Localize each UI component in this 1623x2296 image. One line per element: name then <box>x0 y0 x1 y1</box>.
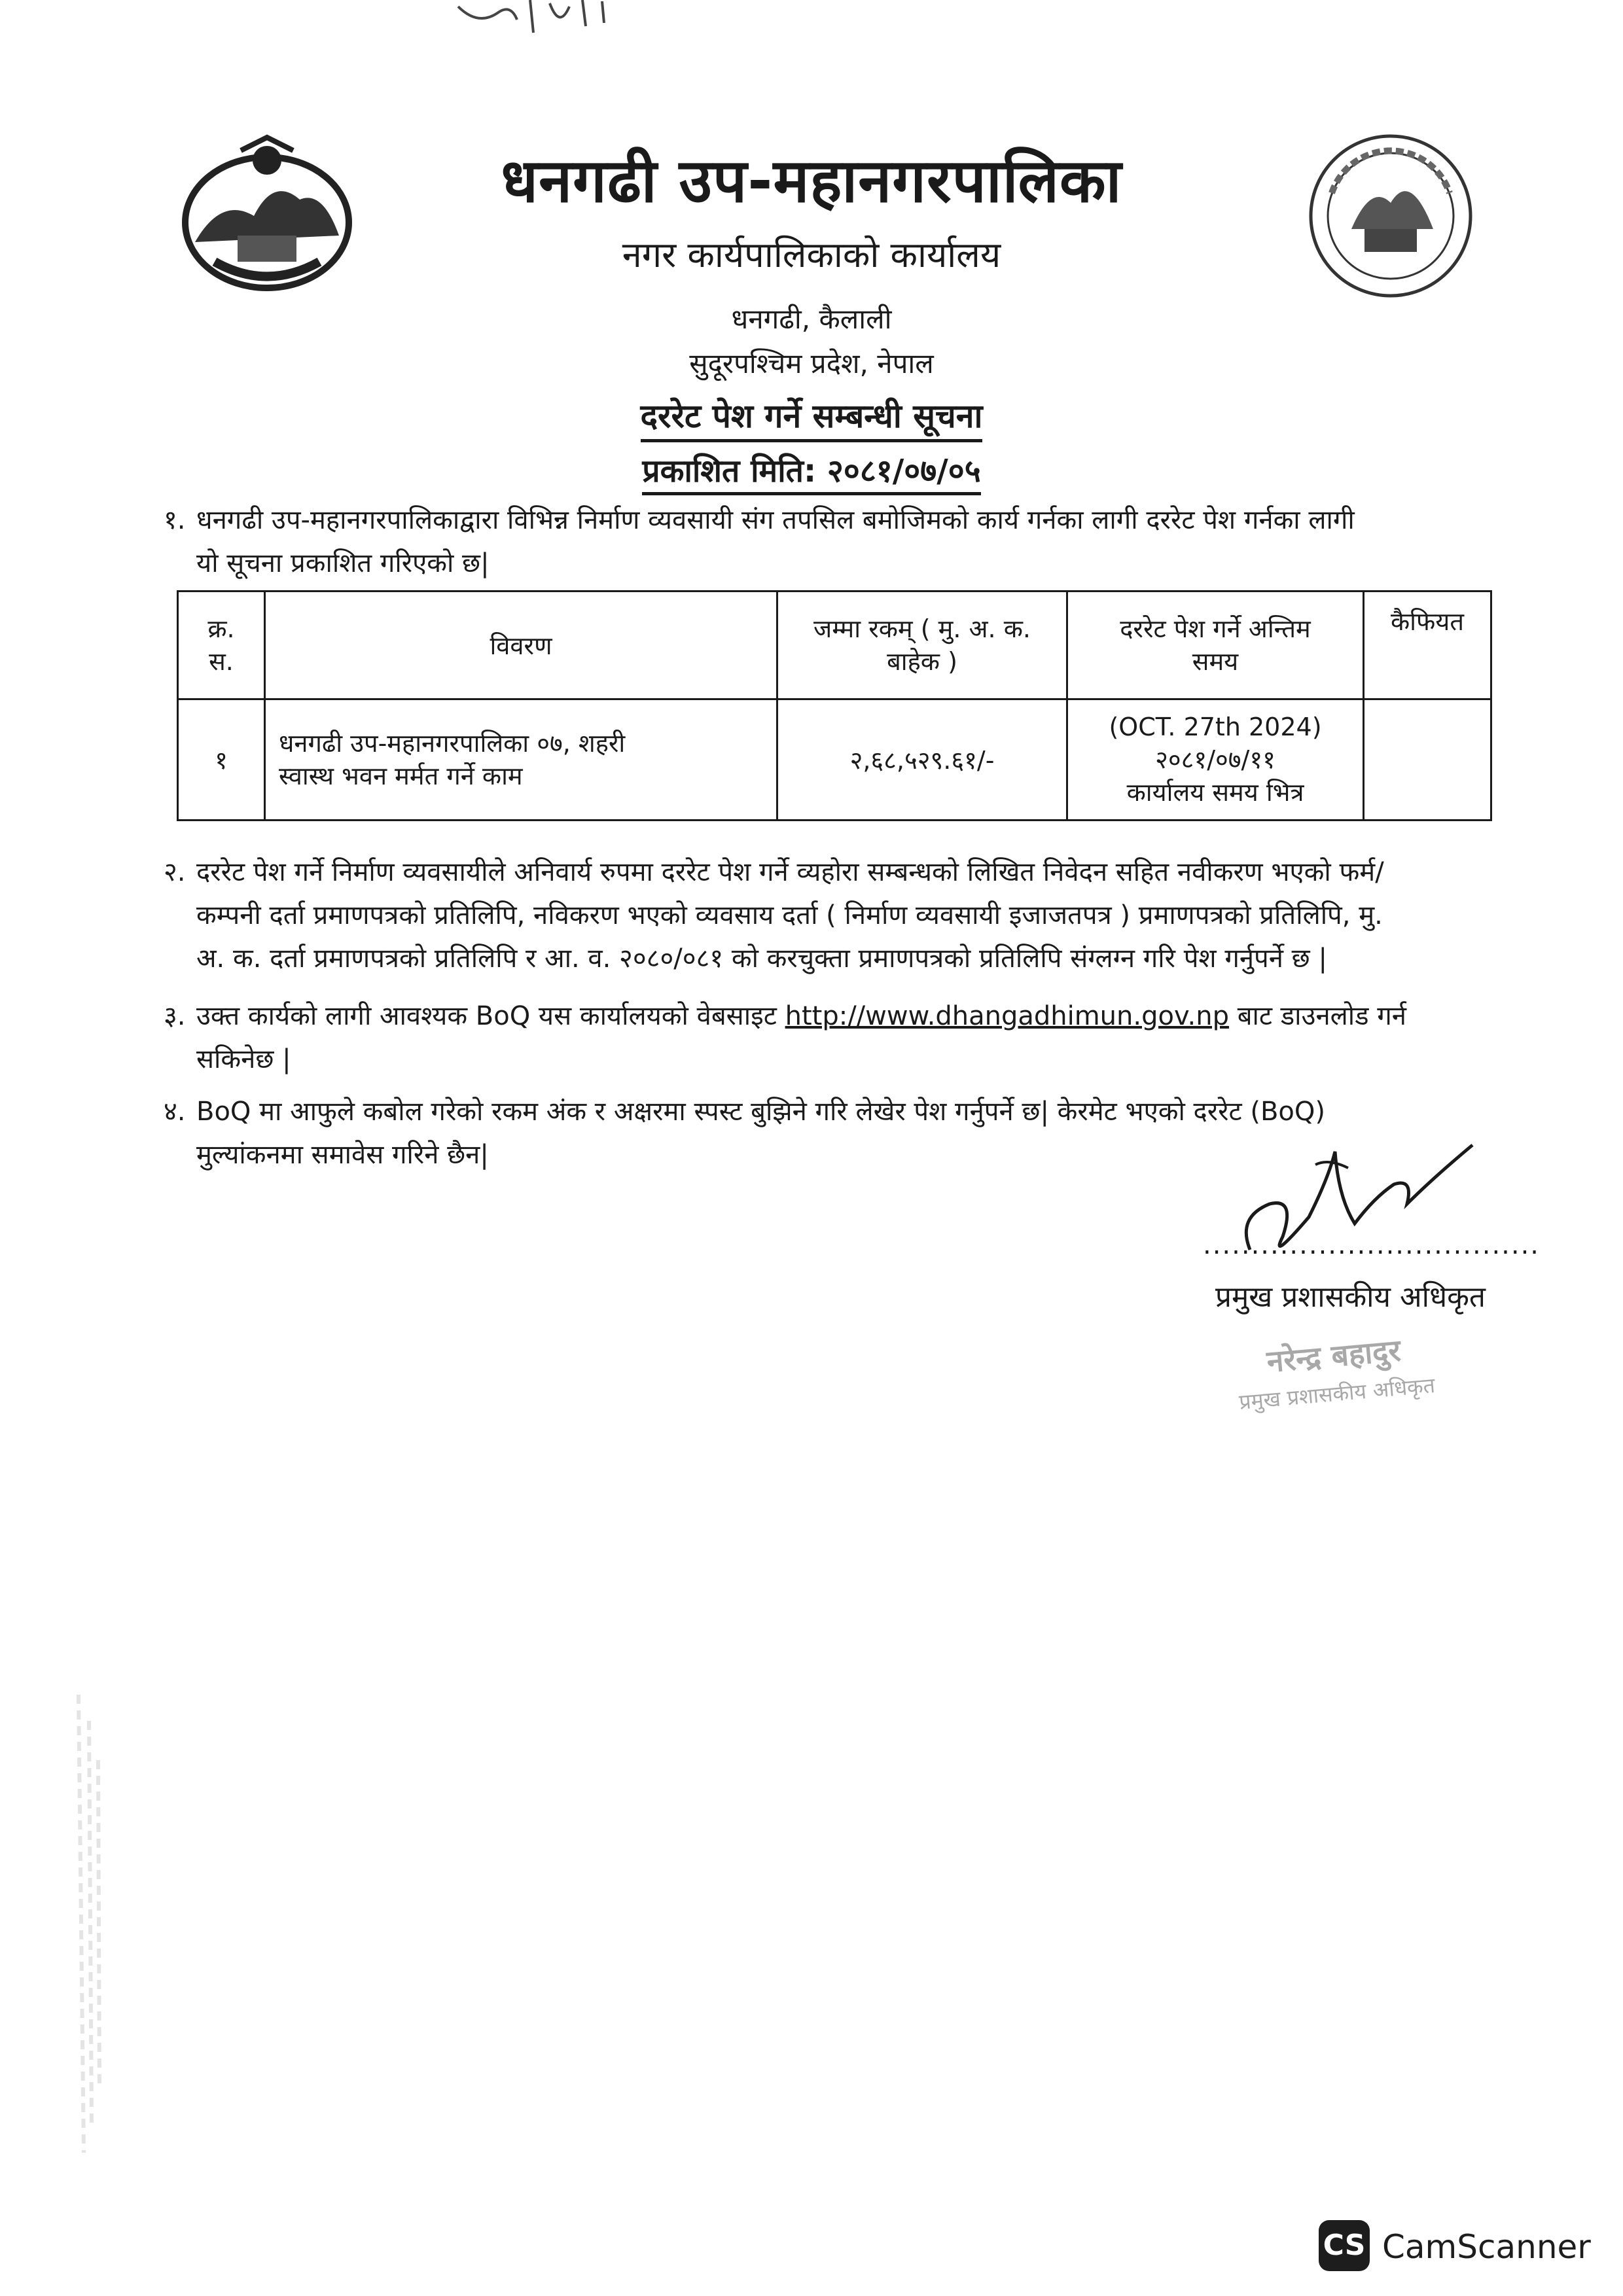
header-amount: जम्मा रकम् ( मु. अ. क. बाहेक ) <box>777 592 1067 699</box>
paragraph-text: उक्त कार्यको लागी आवश्यक BoQ यस कार्यालयको वेबसाइट <box>196 1001 777 1031</box>
signature-line: ................................... <box>1203 1230 1541 1260</box>
stamp-name: नरेन्द्र बहादुर <box>1265 1332 1402 1379</box>
paragraph-continuation: सकिनेछ | <box>196 1044 291 1074</box>
website-link[interactable]: http://www.dhangadhimun.gov.np <box>785 1001 1229 1031</box>
header-remarks: कैफियत <box>1364 592 1491 699</box>
paragraph-number: १. <box>164 505 186 535</box>
official-stamp <box>1182 1322 1488 1421</box>
table-row <box>178 699 1491 821</box>
paragraph-number: ३. <box>164 1001 186 1031</box>
notice-title <box>0 393 1623 437</box>
published-date-text: प्रकाशित मिति: २०८१/०७/०५ <box>642 453 980 495</box>
header-description: विवरण <box>265 592 777 699</box>
published-date <box>0 449 1623 491</box>
paragraph-continuation: अ. क. दर्ता प्रमाणपत्रको प्रतिलिपि र आ. व. २०८०/०८१ को करचुक्ता प्रमाणपत्रको प्रतिलिपि संग्लग्न गरि पेश गर्नुपर्ने छ | <box>196 944 1327 974</box>
table-header-row <box>178 592 1491 699</box>
paragraph-1 <box>164 499 1505 585</box>
paragraph-number: ४. <box>164 1097 186 1127</box>
cell-remarks <box>1364 699 1491 821</box>
cell-serial: १ <box>178 699 265 821</box>
paragraph-number: २. <box>164 857 186 887</box>
cell-amount: २,६८,५२९.६१/- <box>777 699 1067 821</box>
paragraph-text: दररेट पेश गर्ने निर्माण व्यवसायीले अनिवार्य रुपमा दररेट पेश गर्ने व्यहोरा सम्बन्धको लिखित निवेदन सहित नवीकरण भएको फर्म/ <box>196 857 1384 887</box>
notice-title-text: दररेट पेश गर्ने सम्बन्धी सूचना <box>641 397 983 442</box>
header-serial: क्र. स. <box>178 592 265 699</box>
header-deadline: दररेट पेश गर्ने अन्तिम समय <box>1067 592 1364 699</box>
torn-scrap-marks <box>419 0 628 39</box>
paragraph-continuation: यो सूचना प्रकाशित गरिएको छ| <box>196 548 490 578</box>
address-line-1: धनगढी, कैलाली <box>731 303 892 335</box>
camscanner-logo-icon: CS <box>1319 2220 1370 2271</box>
stamp-title: प्रमुख प्रशासकीय अधिकृत <box>1238 1372 1436 1415</box>
paragraph-text: BoQ मा आफुले कबोल गरेको रकम अंक र अक्षरमा स्पस्ट बुझिने गरि लेखेर पेश गर्नुपर्ने छ| केरमेट भएको दररेट (BoQ) <box>196 1097 1325 1127</box>
office-name: नगर कार्यपालिकाको कार्यालय <box>622 234 1001 275</box>
cell-deadline: (OCT. 27th 2024) २०८१/०७/११ कार्यालय समय भित्र <box>1067 699 1364 821</box>
paragraph-3 <box>164 995 1505 1081</box>
signatory-designation: प्रमुख प्रशासकीय अधिकृत <box>1215 1280 1486 1314</box>
cell-description: धनगढी उप-महानगरपालिका ०७, शहरी स्वास्थ भवन मर्मत गर्ने काम <box>265 699 777 821</box>
camscanner-watermark: CamScanner <box>1382 2228 1591 2266</box>
bid-table <box>177 590 1492 821</box>
address-line-2: सुदूरपश्चिम प्रदेश, नेपाल <box>689 347 934 380</box>
paragraph-continuation: मुल्यांकनमा समावेस गरिने छैन| <box>196 1140 489 1170</box>
paragraph-text-after-link: बाट डाउनलोड गर्न <box>1237 1001 1406 1031</box>
org-title: धनगढी उप-महानगरपालिका <box>501 146 1122 216</box>
paragraph-text: धनगढी उप-महानगरपालिकाद्वारा विभिन्न निर्माण व्यवसायी संग तपसिल बमोजिमको कार्य गर्नका लागी दररेट पेश गर्नका लागी <box>196 505 1355 535</box>
scan-edge-artifact <box>72 1695 118 2153</box>
paragraph-2 <box>164 851 1505 980</box>
paragraph-continuation: कम्पनी दर्ता प्रमाणपत्रको प्रतिलिपि, नविकरण भएको व्यवसाय दर्ता ( निर्माण व्यवसायी इजाजतपत्र ) प्रमाणपत्रको प्रतिलिपि, मु. <box>196 900 1383 930</box>
